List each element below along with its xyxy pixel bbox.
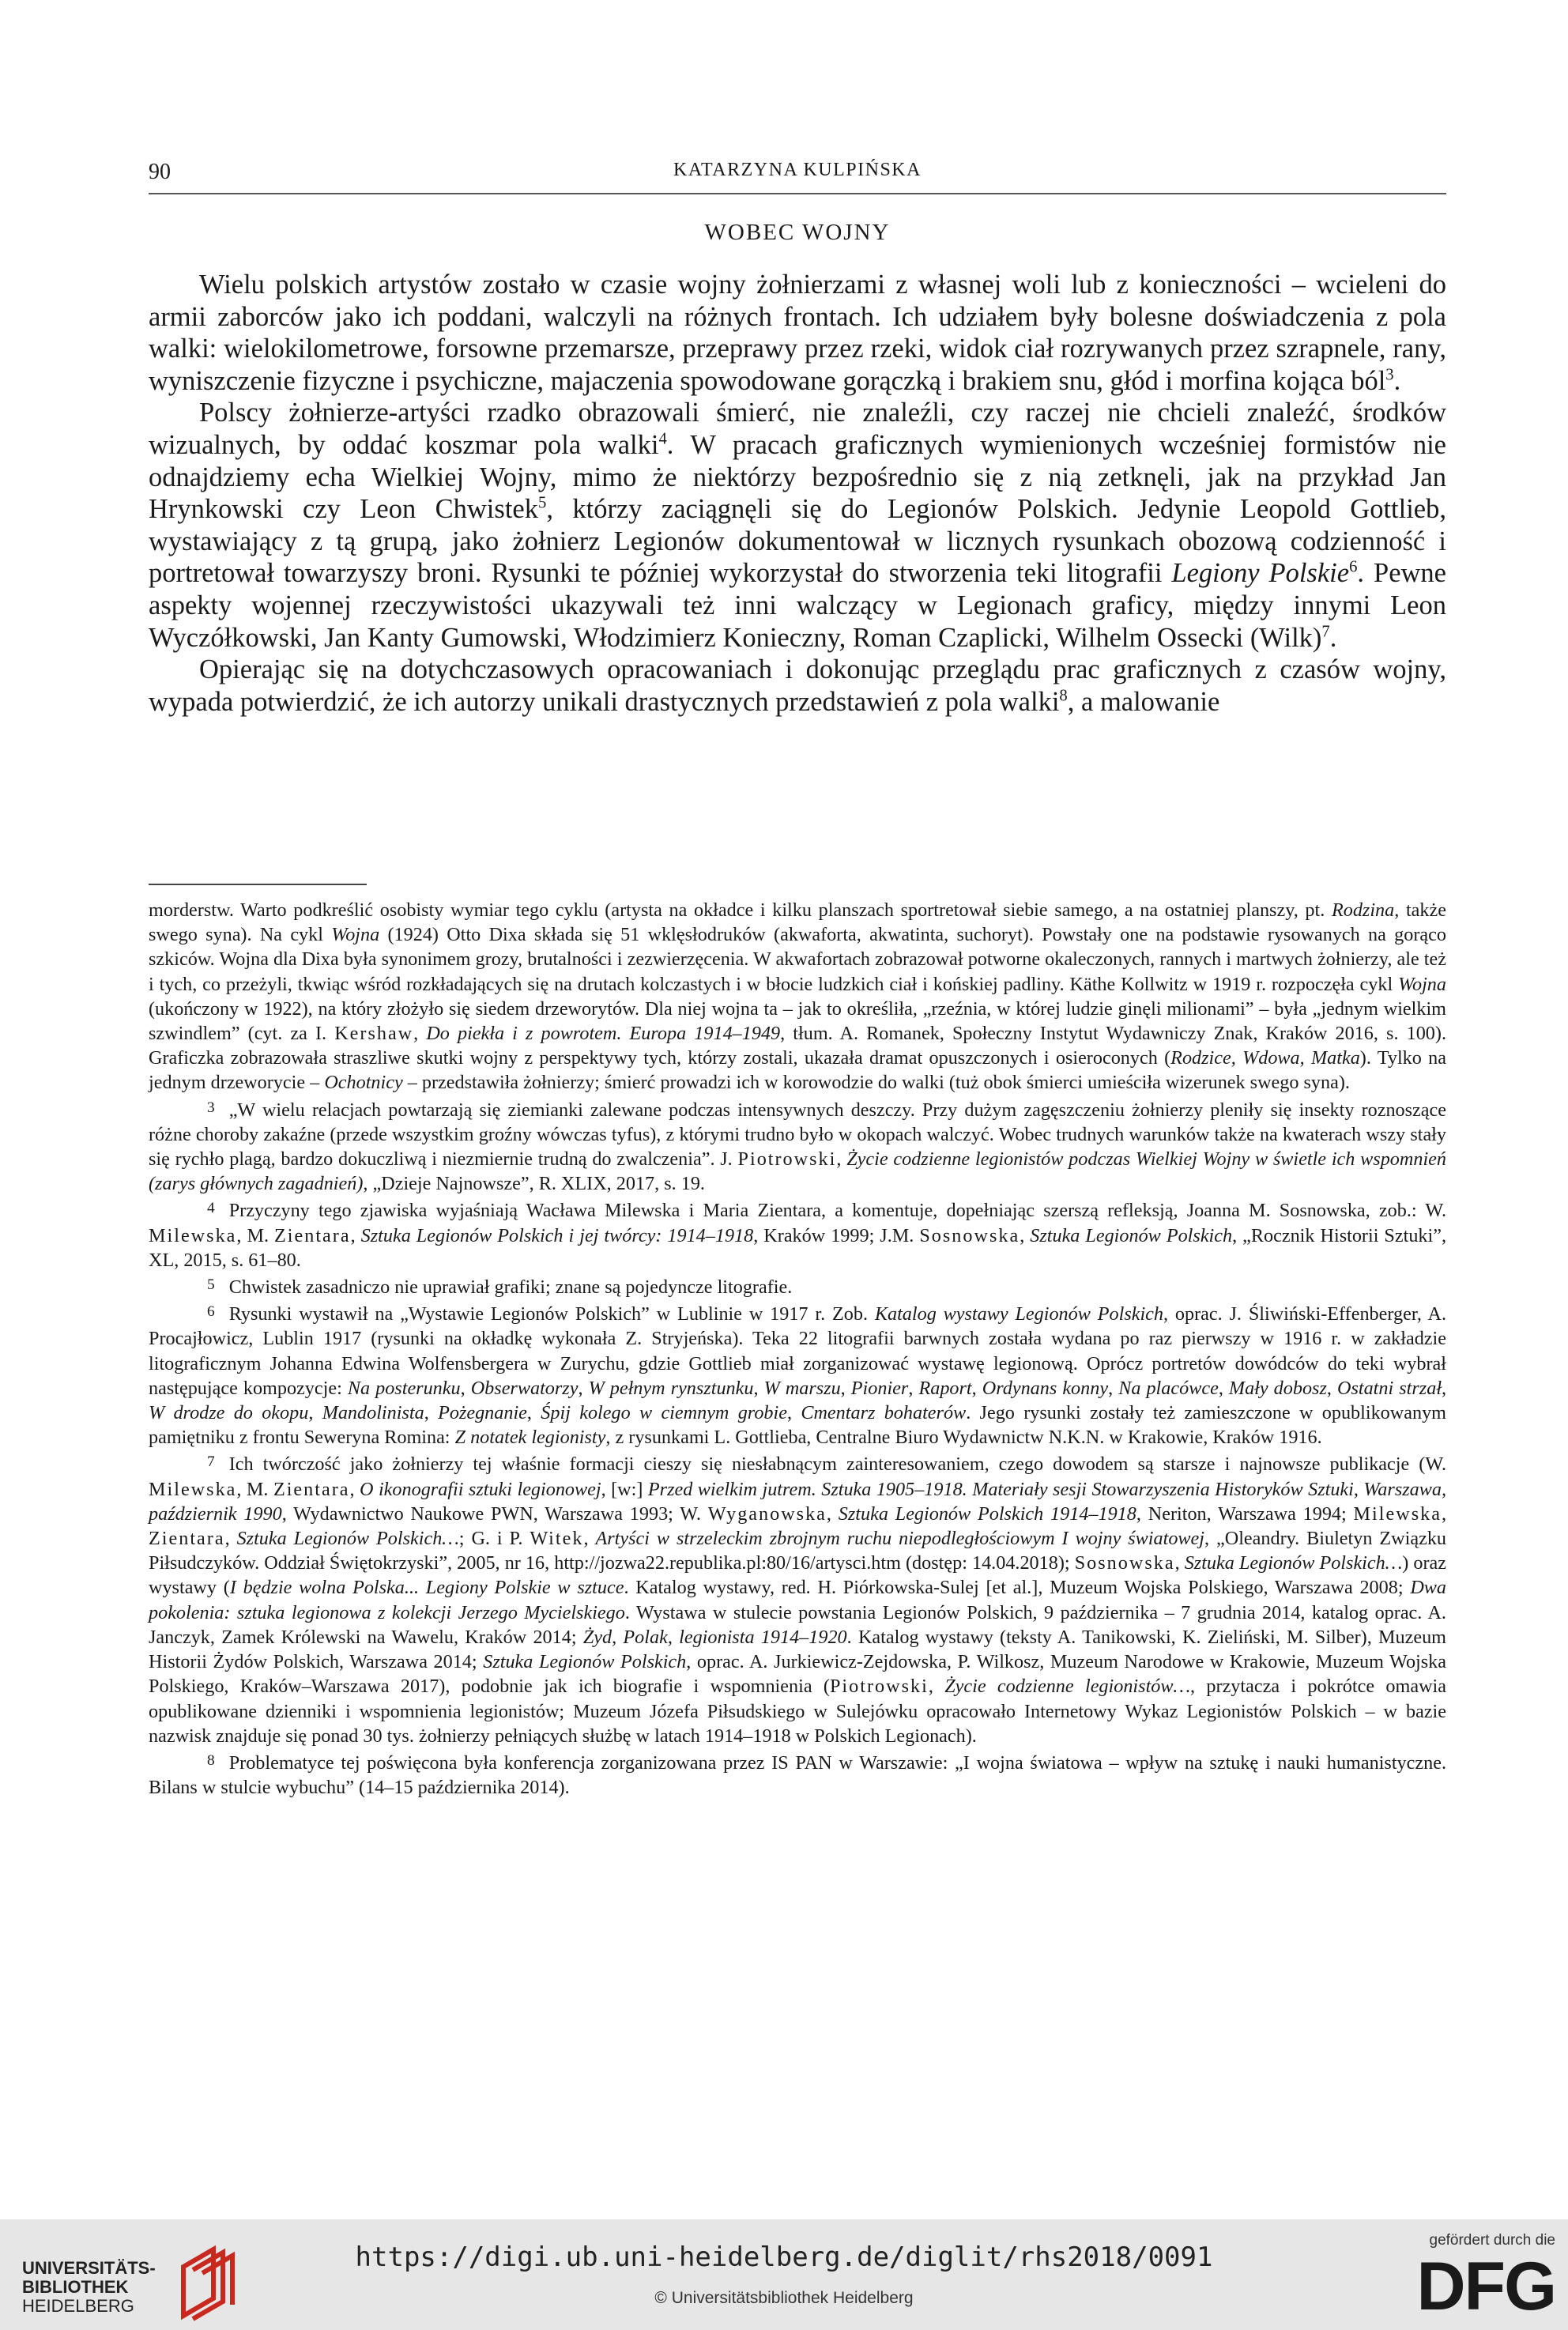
footnotes xyxy=(149,898,1446,1800)
dfg-logo[interactable] xyxy=(1389,2229,1555,2324)
footnote-ref[interactable]: 5 xyxy=(537,494,547,512)
library-name-line: BIBLIOTHEK xyxy=(22,2277,129,2297)
footnote-separator xyxy=(149,884,367,885)
footnote-ref[interactable]: 8 xyxy=(1059,687,1068,705)
footnote-ref[interactable]: 4 xyxy=(658,430,667,448)
footnote-number: 5 xyxy=(207,1276,215,1294)
body-text xyxy=(149,269,1446,718)
document-url[interactable]: https://digi.ub.uni-heidelberg.de/diglit/rhs2018/0091 xyxy=(355,2241,1213,2273)
paragraph: Opierając się na dotychczasowych opracowaniach i dokonując przeglądu prac graficznych z czasów wojny, wypada potwierdzić, że ich autorzy unikali drastycznych przedstawień z pola walki$^8$, a malowanie xyxy=(149,654,1446,717)
footnote-ref[interactable]: 7 xyxy=(1321,623,1330,641)
section-title: WOBEC WOJNY xyxy=(704,220,891,245)
footnote-ref[interactable]: 3 xyxy=(1385,366,1394,384)
page-number: 90 xyxy=(149,160,171,184)
footnote-5: $^5$ Chwistek zasadniczo nie uprawiał grafiki; znane są pojedyncze litografie. xyxy=(207,1276,793,1299)
footnote-number: 8 xyxy=(207,1751,215,1769)
footnote-7: $^7$ Ich twórczość jako żołnierzy tej właśnie formacji cieszy się niesłabnącym zainteresowaniem, czego dowodem są starsze i najnowsze publikacje (W. Milewska, M. Zientara, O ikonografii sztuki legionowej, [w:] Przed wielkim jutrem. Sztuka 1905–1918. Materiały sesji Stowarzyszenia Historyków Sztuki, Warszawa, październik 1990, Wydawnictwo Naukowe PWN, Warszawa 1993; W. Wyganowska, Sztuka Legionów Polskich 1914–1918, Neriton, Warszawa 1994; Milewska, Zientara, Sztuka Legionów Polskich…; G. i P. Witek, Artyści w strzeleckim zbrojnym ruchu niepodległościowym I wojny światowej, „Oleandry. Biuletyn Związku Piłsudczyków. Oddział Świętokrzyski”, 2005, nr 16, http://jozwa22.republika.pl:80/16/artysci.htm (dostęp: 14.04.2018); Sosnowska, Sztuka Legionów Polskich…) oraz wystawy (I będzie wolna Polska... Legiony Polskie w sztuce. Katalog wystawy, red. H. Piórkowska-Sulej [et al.], Muzeum Wojska Polskiego, Warszawa 2008; Dwa pokolenia: sztuka legionowa z kolekcji Jerzego Mycielskiego. Wystawa w stulecie powstania Legionów Polskich, 9 października – 7 grudnia 2014, katalog oprac. A. Janczyk, Zamek Królewski na Wawelu, Kraków 2014; Żyd, Polak, legionista 1914–1920. Katalog wystawy (teksty A. Tanikowski, K. Zieliński, M. Silber), Muzeum Historii Żydów Polskich, Warszawa 2014; Sztuka Legionów Polskich, oprac. A. Jurkiewicz-Zejdowska, P. Wilkosz, Muzeum Narodowe w Krakowie, Muzeum Wojska Polskiego, Kraków–Warszawa 2017), podobnie jak ich biografie i wspomnienia (Piotrowski, Życie codzienne legionistów…, przytacza i pokrótce omawia opublikowane dzienniki i wspomnienia legionistów; Muzeum Józefa Piłsudskiego w Sulejówku opracowało Internetowy Wykaz Legionistów Polskich – w bazie nazwisk znajduje się ponad 30 tys. żołnierzy pełniących służbę w latach 1914–1918 w Polskich Legionach). xyxy=(149,1453,1447,1747)
footnote-6: $^6$ Rysunki wystawił na „Wystawie Legionów Polskich” w Lublinie w 1917 r. Zob. Katalog wystawy Legionów Polskich, oprac. J. Śliwiński-Effenberger, A. Procajłowicz, Lublin 1917 (rysunki na okładkę wykonała Z. Stryjeńska). Teka 22 litografii barwnych została wydana po raz pierwszy w 1916 r. w zakładzie litograficznym Johanna Edwina Wolfensbergera w Zurychu, gdzie Gottlieb miał zorganizować wystawę legionową. Oprócz portretów dowódców do teki wybrał następujące kompozycje: Na posterunku, Obserwatorzy, W pełnym rynsztunku, W marszu, Pionier, Raport, Ordynans konny, Na placówce, Mały dobosz, Ostatni strzał, W drodze do okopu, Mandolinista, Pożegnanie, Śpij kolego w ciemnym grobie, Cmentarz bohaterów. Jego rysunki zostały też zamieszczone w opublikowanym pamiętniku z frontu Seweryna Romina: Z notatek legionisty, z rysunkami L. Gottlieba, Centralne Biuro Wydawnictw N.K.N. w Krakowie, Kraków 1916. xyxy=(149,1303,1447,1449)
footnote-number: 4 xyxy=(207,1200,215,1217)
paragraph: Wielu polskich artystów zostało w czasie wojny żołnierzami z własnej woli lub z konieczności – wcieleni do armii zaborców jako ich poddani, walczyli na różnych frontach. Ich udziałem były bolesne doświadczenia z pola walki: wielokilometrowe, forsowne przemarsze, przeprawy przez rzeki, widok ciał rozrywanych przez szrapnele, rany, wyniszczenie fizyczne i psychiczne, majaczenia spowodowane gorączką i brakiem snu, głód i morfina kojąca ból$^3$. xyxy=(149,270,1446,396)
footnote-8: $^8$ Problematyce tej poświęcona była konferencja zorganizowana przez IS PAN w Warszawie: „I wojna światowa – wpływ na sztukę i nauki humanistyczne. Bilans w stulcie wybuchu” (14–15 października 2014). xyxy=(149,1751,1446,1799)
footnote-number: 3 xyxy=(207,1099,215,1116)
footnote-number: 6 xyxy=(207,1303,215,1321)
running-header xyxy=(149,156,1446,194)
copyright-notice: © Universitätsbibliothek Heidelberg xyxy=(654,2289,914,2307)
footnote-3: $^3$ „W wielu relacjach powtarzają się ziemianki zalewane podczas intensywnych deszczy. Przy dużym zagęszczeniu żołnierzy pleniły się insekty roznoszące różne choroby zakaźne (przede wszystkim groźny wówczas tyfus), z którymi trudno było w okopach walczyć. Wobec trudnych warunków także na kwaterach wszy stały się rychło plagą, bardzo dokuczliwą i niezmiernie trudną do zwalczenia”. J. Piotrowski, Życie codzienne legionistów podczas Wielkiej Wojny w świetle ich wspomnień (zarys głównych zagadnień), „Dzieje Najnowsze”, R. XLIX, 2017, s. 19. xyxy=(149,1099,1446,1195)
viewer-footer xyxy=(0,2219,1568,2330)
running-header-author: KATARZYNA KULPIŃSKA xyxy=(673,160,922,180)
footnote-number: 7 xyxy=(207,1453,215,1471)
sponsor-name: DFG xyxy=(1416,2249,1555,2324)
sponsor-caption: gefördert durch die xyxy=(1429,2232,1555,2249)
footnote-continued: morderstw. Warto podkreślić osobisty wymiar tego cyklu (artysta na okładce i kilku planszach sportretował siebie samego, a na ostatniej planszy, pt. Rodzina, także swego syna). Na cykl Wojna (1924) Otto Dixa składa się 51 wklęsłodruków (akwaforta, akwatinta, suchoryt). Powstały one na podstawie rysowanych na gorąco szkiców. Wojna dla Dixa była synonimem grozy, brutalności i zezwierzęcenia. W akwafortach zobrazował potworne okaleczonych, rannych i martwych żołnierzy, ale też i tych, co przeżyli, tkwiąc wśród rozkładających się na drutach kolczastych i w błocie ludzkich ciał i końskiej padliny. Käthe Kollwitz w 1919 r. rozpoczęła cykl Wojna (ukończony w 1922), na który złożyło się siedem drzeworytów. Dla niej wojna ta – jak to określiła, „rzeźnia, w której ludzie ginęli milionami” – była „jednym wielkim szwindlem” (cyt. za I. Kershaw, Do piekła i z powrotem. Europa 1914–1949, tłum. A. Romanek, Społeczny Instytut Wydawniczy Znak, Kraków 2016, s. 100). Graficzka zobrazowała straszliwe skutki wojny z perspektywy tych, którzy zostali, ukazała dramat opuszczonych i osieroconych (Rodzice, Wdowa, Matka). Tylko na jednym drzeworycie – Ochotnicy – przedstawiła żołnierzy; śmierć prowadzi ich w korowodzie do walki (tuż obok śmierci umieściła wizerunek swego syna). xyxy=(149,899,1446,1094)
paragraph: Polscy żołnierze-artyści rzadko obrazowali śmierć, nie znaleźli, czy raczej nie chcieli znaleźć, środków wizualnych, by oddać koszmar pola walki$^4$. W pracach graficznych wymienionych wcześniej formistów nie odnajdziemy echa Wielkiej Wojny, mimo że niektórzy bezpośrednio się z nią zetknęli, jak na przykład Jan Hrynkowski czy Leon Chwistek$^5$, którzy zaciągnęli się do Legionów Polskich. Jedynie Leopold Gottlieb, wystawiający z tą grupą, jako żołnierz Legionów dokumentował w licznych rysunkach obozową codzienność i portretował towarzyszy broni. Rysunki te później wykorzystał do stworzenia teki litografii Legiony Polskie$^6$. Pewne aspekty wojennej rzeczywistości ukazywali też inni walczący w Legionach graficy, między innymi Leon Wyczółkowski, Jan Kanty Gumowski, Włodzimierz Konieczny, Roman Czaplicki, Wilhelm Ossecki (Wilk)$^7$. xyxy=(149,398,1446,653)
footnote-ref[interactable]: 6 xyxy=(1349,558,1358,576)
library-name-line: HEIDELBERG xyxy=(22,2296,134,2316)
footnote-4: $^4$ Przyczyny tego zjawiska wyjaśniają Wacława Milewska i Maria Zientara, a komentuje, dopełniając szerszą refleksją, Joanna M. Sosnowska, zob.: W. Milewska, M. Zientara, Sztuka Legionów Polskich i jej twórcy: 1914–1918, Kraków 1999; J.M. Sosnowska, Sztuka Legionów Polskich, „Rocznik Historii Sztuki”, XL, 2015, s. 61–80. xyxy=(149,1200,1447,1271)
library-name-line: UNIVERSITÄTS- xyxy=(22,2258,156,2278)
